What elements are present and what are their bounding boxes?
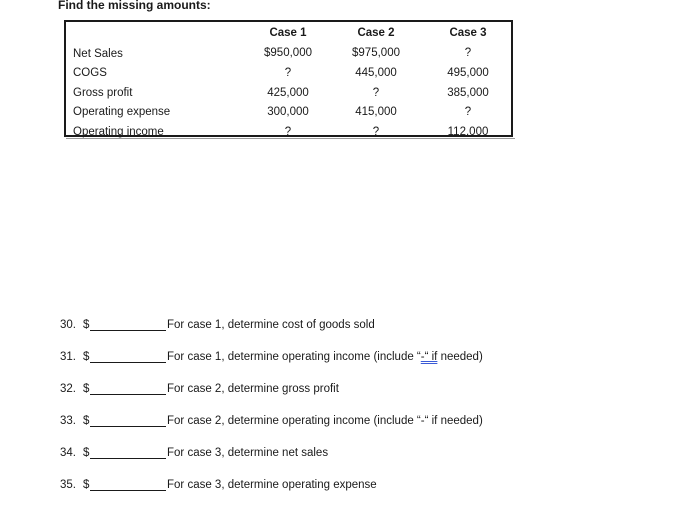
question-text: For case 3, determine net sales — [167, 447, 329, 459]
cell-gross-profit-case-2: ? — [372, 87, 380, 99]
cell-cogs-case-1: ? — [284, 67, 292, 79]
row-label-gross-profit: Gross profit — [73, 87, 133, 99]
answer-blank-34[interactable] — [90, 458, 166, 459]
cell-net-sales-case-3: ? — [464, 47, 472, 59]
cell-cogs-case-3: 495,000 — [447, 67, 489, 79]
row-label-cogs: COGS — [73, 67, 107, 79]
answer-blank-30[interactable] — [90, 330, 166, 331]
cell-operating-income-case-1: ? — [284, 126, 292, 138]
row-label-operating-income: Operating income — [73, 126, 164, 138]
answer-blank-32[interactable] — [90, 394, 166, 395]
cell-cogs-case-2: 445,000 — [355, 67, 397, 79]
answer-blank-33[interactable] — [90, 426, 166, 427]
page-heading: Find the missing amounts: — [58, 0, 211, 12]
cell-gross-profit-case-3: 385,000 — [447, 87, 489, 99]
question-text-after: needed) — [437, 351, 483, 363]
question-text-before: For case 1, determine operating income (include “ — [167, 351, 421, 363]
question-number: 33. — [60, 415, 76, 427]
dollar-sign: $ — [83, 415, 90, 427]
cell-gross-profit-case-1: 425,000 — [267, 87, 309, 99]
cell-operating-income-case-2: ? — [372, 126, 380, 138]
row-label-net-sales: Net Sales — [73, 48, 123, 60]
question-text: For case 3, determine operating expense — [167, 479, 377, 491]
answer-blank-31[interactable] — [90, 362, 166, 363]
question-text: For case 1, determine cost of goods sold — [167, 319, 375, 331]
question-text: For case 2, determine operating income (include “-“ if needed) — [167, 415, 483, 427]
question-text: For case 2, determine gross profit — [167, 383, 339, 395]
cell-net-sales-case-1: $950,000 — [264, 47, 312, 59]
answer-blank-35[interactable] — [90, 490, 166, 491]
question-number: 35. — [60, 479, 76, 491]
question-text — [167, 350, 483, 364]
dollar-sign: $ — [83, 319, 90, 331]
dollar-sign: $ — [83, 351, 90, 363]
cell-operating-income-case-3: 112,000 — [447, 126, 489, 138]
cell-net-sales-case-2: $975,000 — [352, 47, 400, 59]
cell-operating-expense-case-1: 300,000 — [267, 106, 309, 118]
row-label-operating-expense: Operating expense — [73, 106, 171, 118]
cell-operating-expense-case-2: 415,000 — [355, 106, 397, 118]
header-case-1: Case 1 — [269, 27, 307, 39]
dollar-sign: $ — [83, 479, 90, 491]
cell-operating-expense-case-3: ? — [464, 106, 472, 118]
question-number: 32. — [60, 383, 76, 395]
dollar-sign: $ — [83, 383, 90, 395]
question-number: 34. — [60, 447, 76, 459]
dollar-sign: $ — [83, 447, 90, 459]
spellcheck-underlined-text: -“ if — [420, 351, 438, 363]
header-case-3: Case 3 — [449, 27, 487, 39]
header-case-2: Case 2 — [357, 27, 395, 39]
question-number: 31. — [60, 351, 76, 363]
question-number: 30. — [60, 319, 76, 331]
